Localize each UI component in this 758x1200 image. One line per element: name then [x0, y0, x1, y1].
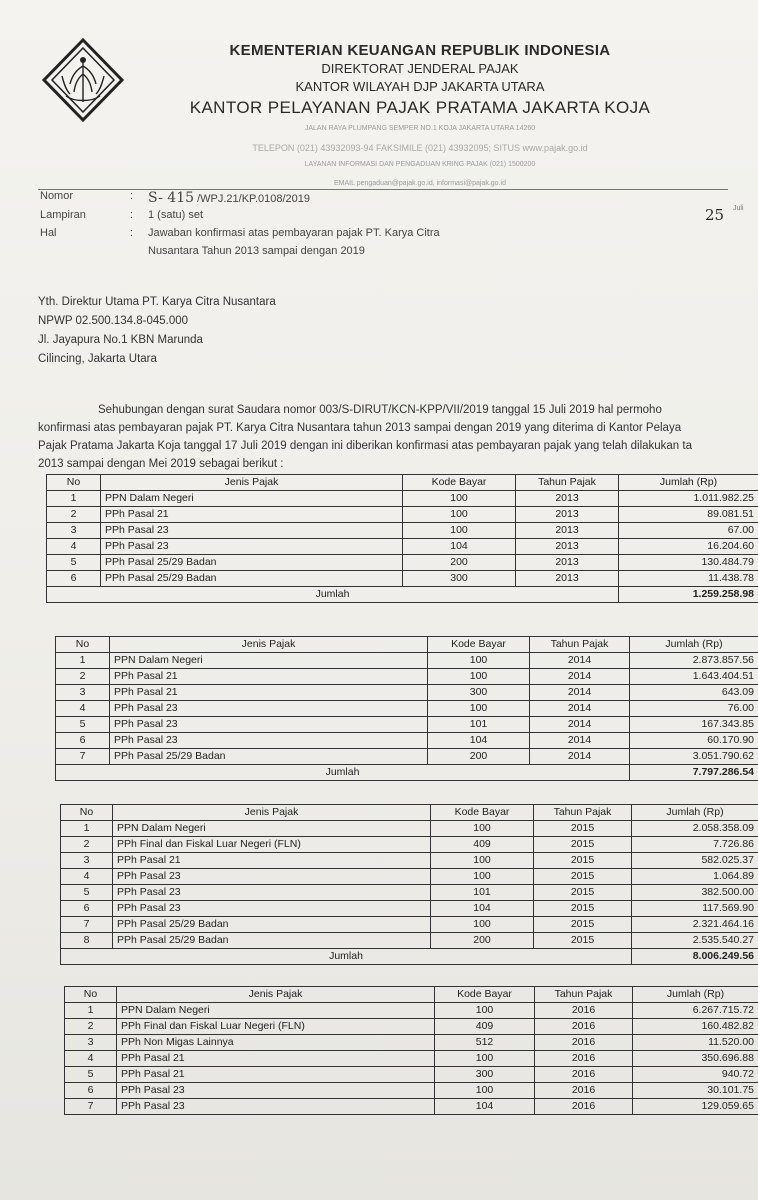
table-row: 3 PPh Pasal 23 100 2013 67.00: [47, 523, 758, 539]
tax-table-2015: [60, 804, 758, 965]
table-row: 1 PPN Dalam Negeri 100 2014 2.873.857.56: [56, 653, 758, 669]
header-tax-office: KANTOR PELAYANAN PAJAK PRATAMA JAKARTA KOJA: [189, 98, 651, 117]
tax-table-2016: [64, 986, 758, 1115]
hal-colon: :: [130, 227, 134, 239]
table-row: 2 PPh Pasal 21 100 2013 89.081.51: [47, 507, 758, 523]
table-total-row: [47, 587, 758, 603]
header-phone: TELEPON (021) 43932093-94 FAKSIMILE (021) 43932095; SITUS www.pajak.go.id: [252, 143, 588, 153]
table-row: 4 PPh Pasal 23 100 2015 1.064.89: [61, 869, 758, 885]
table-row: 1 PPN Dalam Negeri 100 2016 6.267.715.72: [65, 1003, 758, 1019]
nomor-value: S- 415 /WPJ.21/KP.0108/2019: [148, 190, 311, 206]
tax-table-2014: [55, 636, 758, 781]
table-row: 4 PPh Pasal 21 100 2016 350.696.88: [65, 1051, 758, 1067]
body-line2: konfirmasi atas pembayaran pajak PT. Karya Citra Nusantara tahun 2013 sampai dengan 2019 yang diterima di Kantor Pelaya: [38, 422, 682, 434]
table-row: 8 PPh Pasal 25/29 Badan 200 2015 2.535.540.27: [61, 933, 758, 949]
header-directorate: DIREKTORAT JENDERAL PAJAK: [321, 61, 519, 76]
total-label: Jumlah: [47, 587, 619, 603]
table-row: 4 PPh Pasal 23 100 2014 76.00: [56, 701, 758, 717]
table-row: 2 PPh Pasal 21 100 2014 1.643.404.51: [56, 669, 758, 685]
table-row: 3 PPh Pasal 21 100 2015 582.025.37: [61, 853, 758, 869]
header-ministry: KEMENTERIAN KEUANGAN REPUBLIK INDONESIA: [229, 42, 611, 59]
recipient-name: Yth. Direktur Utama PT. Karya Citra Nusantara: [38, 296, 276, 308]
total-value: 1.259.258.98: [619, 587, 758, 603]
header-email: EMAIL pengaduan@pajak.go.id, informasi@pajak.go.id: [334, 180, 506, 187]
recipient-city: Cilincing, Jakarta Utara: [38, 353, 157, 365]
table-row: 6 PPh Pasal 23 104 2015 117.569.90: [61, 901, 758, 917]
table-row: 3 PPh Non Migas Lainnya 512 2016 11.520.00: [65, 1035, 758, 1051]
header-regional-office: KANTOR WILAYAH DJP JAKARTA UTARA: [295, 79, 545, 94]
table-row: 6 PPh Pasal 23 104 2014 60.170.90: [56, 733, 758, 749]
col-header-jumlah: Jumlah (Rp): [619, 475, 758, 491]
date-month: Juli: [733, 205, 744, 212]
hal-label: Hal: [40, 227, 57, 239]
table-row: 5 PPh Pasal 23 101 2014 167.343.85: [56, 717, 758, 733]
ministry-emblem-icon: [38, 36, 128, 124]
date-handwritten: 25: [705, 206, 725, 224]
table-row: 4 PPh Pasal 23 104 2013 16.204.60: [47, 539, 758, 555]
table-header-row: No Jenis Pajak Kode Bayar Tahun Pajak Jumlah (Rp): [61, 805, 758, 821]
table-row: 5 PPh Pasal 21 300 2016 940.72: [65, 1067, 758, 1083]
table-total-row: Jumlah 7.797.286.54: [56, 765, 758, 781]
nomor-colon: :: [130, 190, 134, 202]
header-service: LAYANAN INFORMASI DAN PENGADUAN KRING PAJAK (021) 1500200: [304, 161, 536, 168]
table-row: 2 PPh Final dan Fiskal Luar Negeri (FLN) 409 2016 160.482.82: [65, 1019, 758, 1035]
table-row: 7 PPh Pasal 25/29 Badan 200 2014 3.051.790.62: [56, 749, 758, 765]
table-row: 5 PPh Pasal 23 101 2015 382.500.00: [61, 885, 758, 901]
hal-value-line1: Jawaban konfirmasi atas pembayaran pajak PT. Karya Citra: [148, 227, 440, 239]
body-line3: Pajak Pratama Jakarta Koja tanggal 17 Juli 2019 dengan ini diberikan konfirmasi atas pembayaran pajak yang telah dilakukan ta: [38, 440, 692, 452]
lampiran-label: Lampiran: [40, 209, 86, 221]
table-row: 6 PPh Pasal 23 100 2016 30.101.75: [65, 1083, 758, 1099]
table-header-row: No Jenis Pajak Kode Bayar Tahun Pajak Jumlah (Rp): [65, 987, 758, 1003]
body-line4: 2013 sampai dengan Mei 2019 sebagai berikut :: [38, 458, 284, 470]
tax-table-2013: [46, 474, 758, 603]
table-header-row: [47, 475, 758, 491]
table-row: 7 PPh Pasal 23 104 2016 129.059.65: [65, 1099, 758, 1115]
col-header-jenis: Jenis Pajak: [101, 475, 403, 491]
body-line1: Sehubungan dengan surat Saudara nomor 003/S-DIRUT/KCN-KPP/VII/2019 tanggal 15 Juli 2019 hal permoho: [98, 404, 662, 416]
table-row: 1 PPN Dalam Negeri 100 2015 2.058.358.09: [61, 821, 758, 837]
header-address: JALAN RAYA PLUMPANG SEMPER NO.1 KOJA JAKARTA UTARA 14260: [304, 125, 536, 132]
recipient-street: Jl. Jayapura No.1 KBN Marunda: [38, 334, 203, 346]
header-divider: [38, 189, 728, 190]
table-total-row: Jumlah 8.006.249.56: [61, 949, 758, 965]
table-row: 6 PPh Pasal 25/29 Badan 300 2013 11.438.78: [47, 571, 758, 587]
col-header-kode: Kode Bayar: [403, 475, 516, 491]
recipient-npwp: NPWP 02.500.134.8-045.000: [38, 315, 189, 327]
nomor-handwritten: S- 415: [148, 190, 195, 206]
table-header-row: No Jenis Pajak Kode Bayar Tahun Pajak Jumlah (Rp): [56, 637, 758, 653]
lampiran-value: 1 (satu) set: [148, 209, 204, 221]
lampiran-colon: :: [130, 209, 134, 221]
table-row: 7 PPh Pasal 25/29 Badan 100 2015 2.321.464.16: [61, 917, 758, 933]
table-row: 3 PPh Pasal 21 300 2014 643.09: [56, 685, 758, 701]
col-header-no: No: [47, 475, 101, 491]
table-row: 2 PPh Final dan Fiskal Luar Negeri (FLN) 409 2015 7.726.86: [61, 837, 758, 853]
hal-value-line2: Nusantara Tahun 2013 sampai dengan 2019: [148, 245, 365, 257]
nomor-label: Nomor: [40, 190, 74, 202]
table-row: 5 PPh Pasal 25/29 Badan 200 2013 130.484.79: [47, 555, 758, 571]
table-row: 1 PPN Dalam Negeri 100 2013 1.011.982.25: [47, 491, 758, 507]
col-header-tahun: Tahun Pajak: [516, 475, 619, 491]
